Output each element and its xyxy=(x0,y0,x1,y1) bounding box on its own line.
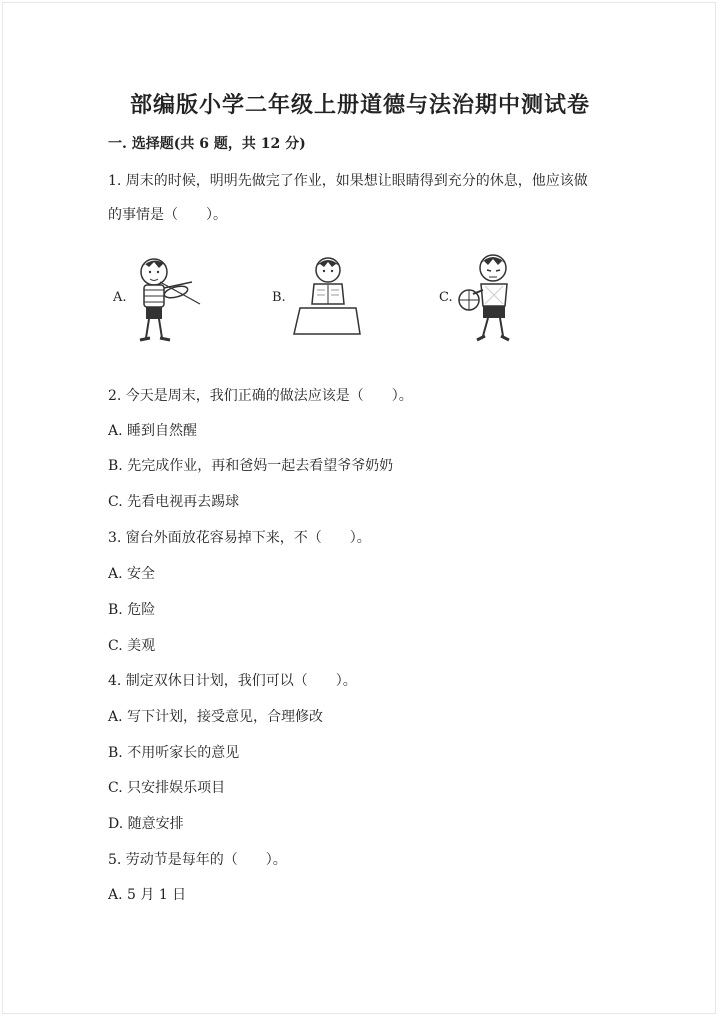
question-3-stem: 3. 窗台外面放花容易掉下来，不（ ）。 xyxy=(108,530,371,546)
question-3-option-b: B. 危险 xyxy=(108,602,156,618)
section-heading: 一. 选择题(共 6 题，共 12 分) xyxy=(108,136,306,152)
reading-boy-illustration xyxy=(288,252,363,337)
question-1-line-2: 的事情是（ ）。 xyxy=(108,207,227,223)
question-2-option-c: C. 先看电视再去踢球 xyxy=(108,494,240,510)
question-2-option-a: A. 睡到自然醒 xyxy=(108,423,198,439)
basketball-boy-illustration xyxy=(453,250,528,346)
question-3-option-a: A. 安全 xyxy=(108,566,156,582)
question-4-option-c: C. 只安排娱乐项目 xyxy=(108,780,226,796)
q1-option-c-label: C. xyxy=(439,290,453,305)
question-2-stem: 2. 今天是周末，我们正确的做法应该是（ ）。 xyxy=(108,388,413,404)
question-4-option-a: A. 写下计划，接受意见，合理修改 xyxy=(108,709,324,725)
question-4-stem: 4. 制定双休日计划，我们可以（ ）。 xyxy=(108,673,357,689)
q1-option-b-label: B. xyxy=(272,290,286,305)
q1-option-a-label: A. xyxy=(113,290,127,305)
question-4-option-d: D. 随意安排 xyxy=(108,816,184,832)
question-1-line-1: 1. 周末的时候，明明先做完了作业，如果想让眼睛得到充分的休息，他应该做 xyxy=(108,173,588,189)
violin-boy-illustration xyxy=(130,252,210,347)
question-5-stem: 5. 劳动节是每年的（ ）。 xyxy=(108,852,287,868)
page-title: 部编版小学二年级上册道德与法治期中测试卷 xyxy=(129,92,590,118)
question-2-option-b: B. 先完成作业，再和爸妈一起去看望爷爷奶奶 xyxy=(108,458,394,474)
question-4-option-b: B. 不用听家长的意见 xyxy=(108,745,240,761)
question-3-option-c: C. 美观 xyxy=(108,638,156,654)
question-5-option-a: A. 5 月 1 日 xyxy=(108,887,187,903)
